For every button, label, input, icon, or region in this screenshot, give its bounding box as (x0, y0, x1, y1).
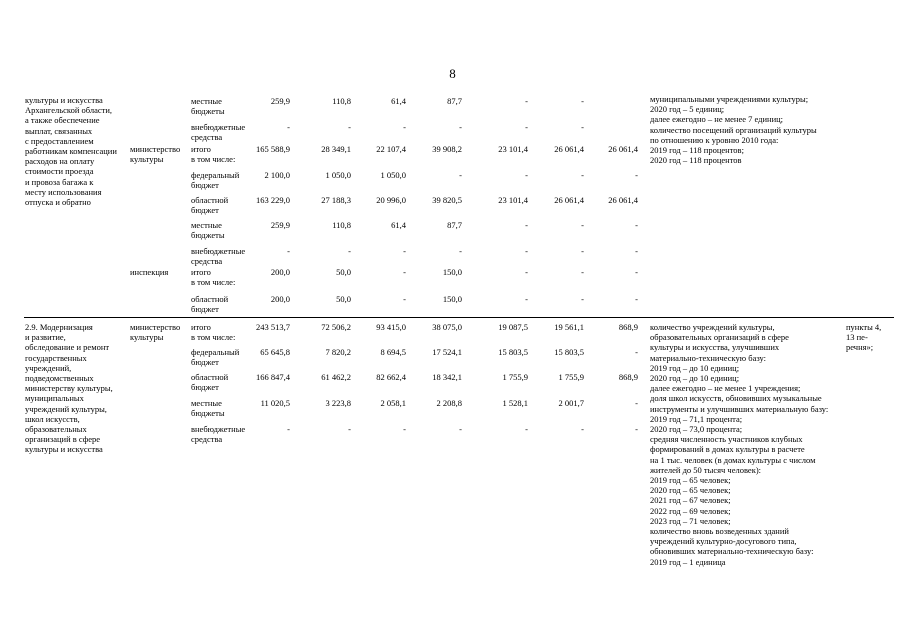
amount-cell: 1 528,1 (502, 398, 528, 408)
amount-cell: 26 061,4 (554, 144, 584, 154)
list-reference-line: 13 пе- (846, 332, 868, 343)
amount-cell: 23 101,4 (498, 195, 528, 205)
funding-source-line: бюджет (191, 382, 219, 393)
amount-cell: - (459, 424, 462, 434)
funding-source-line: внебюджетные (191, 424, 246, 434)
measure-name-line: расходов на оплату (25, 156, 95, 167)
amount-cell: 1 050,0 (380, 170, 406, 180)
amount-cell: 150,0 (442, 267, 462, 277)
executor-inspection-line: инспекция (130, 267, 169, 277)
target-indicators-line: далее ежегодно – не менее 7 единиц; (650, 114, 784, 125)
measure-name-line: учреждений, (25, 362, 72, 373)
target-indicators-line: средняя численность участников клубных (650, 434, 803, 445)
measure-name-line: государственных (25, 352, 87, 363)
target-indicators-line: 2020 год – 65 человек; (650, 485, 731, 496)
amount-cell: - (635, 220, 638, 230)
funding-source-line: итого (191, 144, 211, 154)
amount-cell: 87,7 (447, 96, 462, 106)
funding-source-line: в том числе: (191, 277, 236, 288)
measure-name-line: и провоза багажа к (25, 176, 94, 187)
target-indicators-line: по отношению к уровню 2010 года: (650, 134, 779, 145)
target-indicators-line: 2020 год – 118 процентов (650, 155, 742, 166)
amount-cell: - (287, 424, 290, 434)
amount-cell: 7 820,2 (325, 347, 351, 357)
amount-cell: - (581, 246, 584, 256)
amount-cell: - (635, 267, 638, 277)
amount-cell: 26 061,4 (554, 195, 584, 205)
target-indicators-line: 2021 год – 67 человек; (650, 495, 731, 506)
funding-source-line: бюджет (191, 357, 219, 368)
target-indicators-line: культуры и искусства, улучшивших (650, 342, 780, 353)
funding-source-line: внебюджетные (191, 122, 246, 132)
amount-cell: 20 996,0 (376, 195, 406, 205)
funding-source-line: бюджет (191, 304, 219, 315)
amount-cell: 1 755,9 (502, 372, 528, 382)
amount-cell: 15 803,5 (498, 347, 528, 357)
amount-cell: - (525, 246, 528, 256)
target-indicators-line: 2019 год – 65 человек; (650, 475, 731, 486)
target-indicators-line: 2022 год – 69 человек; (650, 505, 731, 516)
page-number: 8 (449, 66, 456, 81)
funding-source-line: средства (191, 434, 223, 445)
funding-source-line: бюджеты (191, 408, 225, 419)
funding-source-line: федеральный (191, 170, 240, 180)
measure-name-line: Архангельской области, (25, 105, 113, 116)
measure-name-line: месту использования (25, 186, 102, 197)
measure-name-line: культуры и искусства (25, 95, 103, 105)
amount-cell: 23 101,4 (498, 144, 528, 154)
funding-source-line: федеральный (191, 347, 240, 357)
amount-cell: 26 061,4 (608, 195, 638, 205)
amount-cell: - (525, 267, 528, 277)
amount-cell: 2 058,1 (380, 398, 406, 408)
amount-cell: - (635, 398, 638, 408)
amount-cell: 17 524,1 (432, 347, 462, 357)
amount-cell: - (525, 96, 528, 106)
amount-cell: 82 662,4 (376, 372, 406, 382)
amount-cell: 3 223,8 (325, 398, 351, 408)
amount-cell: - (348, 122, 351, 132)
measure-name (25, 95, 127, 207)
amount-cell: - (459, 246, 462, 256)
amount-cell: 50,0 (336, 267, 351, 277)
funding-source-line: местные (191, 398, 222, 408)
amount-cell: - (581, 267, 584, 277)
funding-source-line: областной (191, 195, 229, 205)
amount-cell: - (403, 246, 406, 256)
funding-source-line: в том числе: (191, 154, 236, 165)
measure-name-line: выплат, связанных (25, 125, 93, 136)
funding-source-line: итого (191, 267, 211, 277)
measure-name-line: отпуска и обратно (25, 197, 91, 208)
list-reference-line: пункты 4, (846, 322, 882, 332)
amount-cell: 61,4 (391, 220, 406, 230)
amount-cell: 22 107,4 (376, 144, 406, 154)
funding-source-line: внебюджетные (191, 246, 246, 256)
list-reference-line: речня»; (846, 342, 874, 353)
amount-cell: 2 208,8 (436, 398, 462, 408)
amount-cell: - (403, 267, 406, 277)
amount-cell: - (525, 220, 528, 230)
amount-cell: 150,0 (442, 294, 462, 304)
amount-cell: 1 050,0 (325, 170, 351, 180)
amount-cell: - (525, 170, 528, 180)
amount-cell: 110,8 (332, 96, 351, 106)
funding-source-line: средства (191, 132, 223, 143)
amount-cell: 18 342,1 (432, 372, 462, 382)
measure-name-line: культуры и искусства (25, 444, 103, 455)
target-indicators-line: формирований в домах культуры в расчете (650, 444, 805, 455)
target-indicators-line: на 1 тыс. человек (в домах культуры с числом (650, 454, 816, 465)
measure-name-line: школ искусств, (25, 413, 80, 424)
executor-ministry (130, 322, 192, 342)
amount-cell: 165 588,9 (256, 144, 290, 154)
funding-source-line: областной (191, 372, 229, 382)
row-separator (24, 317, 894, 318)
amount-cell: 27 188,3 (321, 195, 351, 205)
target-indicators-line: жителей до 50 тысяч человек): (650, 464, 762, 475)
measure-name-line: работникам компенсации (25, 146, 117, 157)
amount-cell: 11 020,5 (260, 398, 290, 408)
amount-cell: 163 229,0 (256, 195, 290, 205)
amount-cell: 87,7 (447, 220, 462, 230)
measure-name-line: муниципальных (25, 393, 84, 404)
amount-cell: - (525, 122, 528, 132)
target-indicators-line: 2019 год – 118 процентов; (650, 145, 744, 156)
funding-source-line: бюджет (191, 180, 219, 191)
measure-name-line: с предоставлением (25, 135, 94, 146)
amount-cell: - (287, 246, 290, 256)
amount-cell: - (635, 424, 638, 434)
target-indicators-line: 2023 год – 71 человек; (650, 515, 731, 526)
amount-cell: - (459, 170, 462, 180)
amount-cell: - (635, 294, 638, 304)
measure-name-line: стоимости проезда (25, 166, 94, 177)
amount-cell: - (635, 246, 638, 256)
executor-ministry-line: министерство (130, 322, 181, 332)
funding-source-line: в том числе: (191, 332, 236, 343)
amount-cell: 39 908,2 (432, 144, 462, 154)
funding-source-line: местные (191, 220, 222, 230)
amount-cell: 19 561,1 (554, 322, 584, 332)
amount-cell: 61,4 (391, 96, 406, 106)
target-indicators-line: 2020 год – 5 единиц; (650, 104, 725, 115)
target-indicators-line: учреждений культурно-досугового типа, (650, 536, 797, 547)
funding-source-line: бюджет (191, 205, 219, 216)
amount-cell: 1 755,9 (558, 372, 584, 382)
funding-source-line: бюджеты (191, 106, 225, 117)
executor-ministry-line: культуры (130, 154, 164, 165)
amount-cell: - (581, 220, 584, 230)
amount-cell: 868,9 (618, 372, 638, 382)
funding-source-line: местные (191, 96, 222, 106)
measure-name-line: министерству культуры, (25, 383, 113, 394)
target-indicators (650, 94, 850, 165)
amount-cell: - (581, 294, 584, 304)
target-indicators-line: муниципальными учреждениями культуры; (650, 94, 809, 104)
target-indicators-line: материально-техническую базу: (650, 352, 767, 363)
amount-cell: 259,9 (270, 96, 290, 106)
amount-cell: 259,9 (270, 220, 290, 230)
amount-cell: 39 820,5 (432, 195, 462, 205)
target-indicators-line: 2020 год – 73,0 процента; (650, 424, 743, 435)
target-indicators-line: инструменты и улучшивших материальную базу: (650, 403, 829, 414)
executor-inspection (130, 267, 192, 277)
executor-ministry-line: министерство (130, 144, 181, 154)
amount-cell: 200,0 (270, 267, 290, 277)
amount-cell: 19 087,5 (498, 322, 528, 332)
amount-cell: 166 847,4 (256, 372, 290, 382)
target-indicators-line: 2019 год – до 10 единиц; (650, 362, 740, 373)
amount-cell: - (581, 96, 584, 106)
target-indicators (650, 322, 850, 567)
amount-cell: 15 803,5 (554, 347, 584, 357)
amount-cell: 868,9 (618, 322, 638, 332)
amount-cell: 38 075,0 (432, 322, 462, 332)
amount-cell: 72 506,2 (321, 322, 351, 332)
measure-name (25, 322, 127, 455)
amount-cell: - (287, 122, 290, 132)
amount-cell: - (581, 170, 584, 180)
amount-cell: - (403, 122, 406, 132)
measure-name-line: а также обеспечение (25, 115, 100, 126)
amount-cell: - (635, 170, 638, 180)
target-indicators-line: доля школ искусств, обновивших музыкальные (650, 393, 822, 404)
amount-cell: - (459, 122, 462, 132)
measure-name-line: и развитие, (25, 332, 66, 343)
measure-name-line: учреждений культуры, (25, 403, 107, 414)
amount-cell: 2 100,0 (264, 170, 290, 180)
amount-cell: - (635, 347, 638, 357)
amount-cell: 26 061,4 (608, 144, 638, 154)
executor-ministry-line: культуры (130, 332, 164, 343)
amount-cell: 110,8 (332, 220, 351, 230)
target-indicators-line: далее ежегодно – не менее 1 учреждения; (650, 383, 801, 394)
funding-source-line: областной (191, 294, 229, 304)
target-indicators-line: количество учреждений культуры, (650, 322, 775, 332)
list-reference (846, 322, 896, 353)
amount-cell: 2 001,7 (558, 398, 584, 408)
target-indicators-line: образовательных организаций в сфере (650, 332, 789, 343)
executor-ministry (130, 144, 192, 164)
target-indicators-line: количество вновь возведенных зданий (650, 526, 789, 537)
measure-name-line: 2.9. Модернизация (25, 322, 93, 332)
target-indicators-line: количество посещений организаций культуры (650, 124, 817, 135)
target-indicators-line: обновивших материально-техническую базу: (650, 546, 814, 557)
amount-cell: 8 694,5 (380, 347, 406, 357)
funding-source-line: бюджеты (191, 230, 225, 241)
amount-cell: - (403, 424, 406, 434)
target-indicators-line: 2020 год – до 10 единиц; (650, 373, 740, 384)
measure-name-line: обследование и ремонт (25, 342, 110, 353)
target-indicators-line: 2019 год – 71,1 процента; (650, 413, 743, 424)
amount-cell: - (348, 246, 351, 256)
amount-cell: - (525, 294, 528, 304)
amount-cell: 28 349,1 (321, 144, 351, 154)
amount-cell: 93 415,0 (376, 322, 406, 332)
amount-cell: - (348, 424, 351, 434)
amount-cell: 243 513,7 (256, 322, 290, 332)
amount-cell: - (581, 122, 584, 132)
amount-cell: 61 462,2 (321, 372, 351, 382)
amount-cell: - (403, 294, 406, 304)
amount-cell: 200,0 (270, 294, 290, 304)
measure-name-line: организаций в сфере (25, 434, 101, 445)
amount-cell: 65 645,8 (260, 347, 290, 357)
measure-name-line: подведомственных (25, 373, 94, 384)
measure-name-line: образовательных (25, 424, 87, 435)
funding-source-line: средства (191, 256, 223, 267)
funding-source-line: итого (191, 322, 211, 332)
amount-cell: 50,0 (336, 294, 351, 304)
target-indicators-line: 2019 год – 1 единица (650, 556, 726, 567)
amount-cell: - (581, 424, 584, 434)
amount-cell: - (525, 424, 528, 434)
